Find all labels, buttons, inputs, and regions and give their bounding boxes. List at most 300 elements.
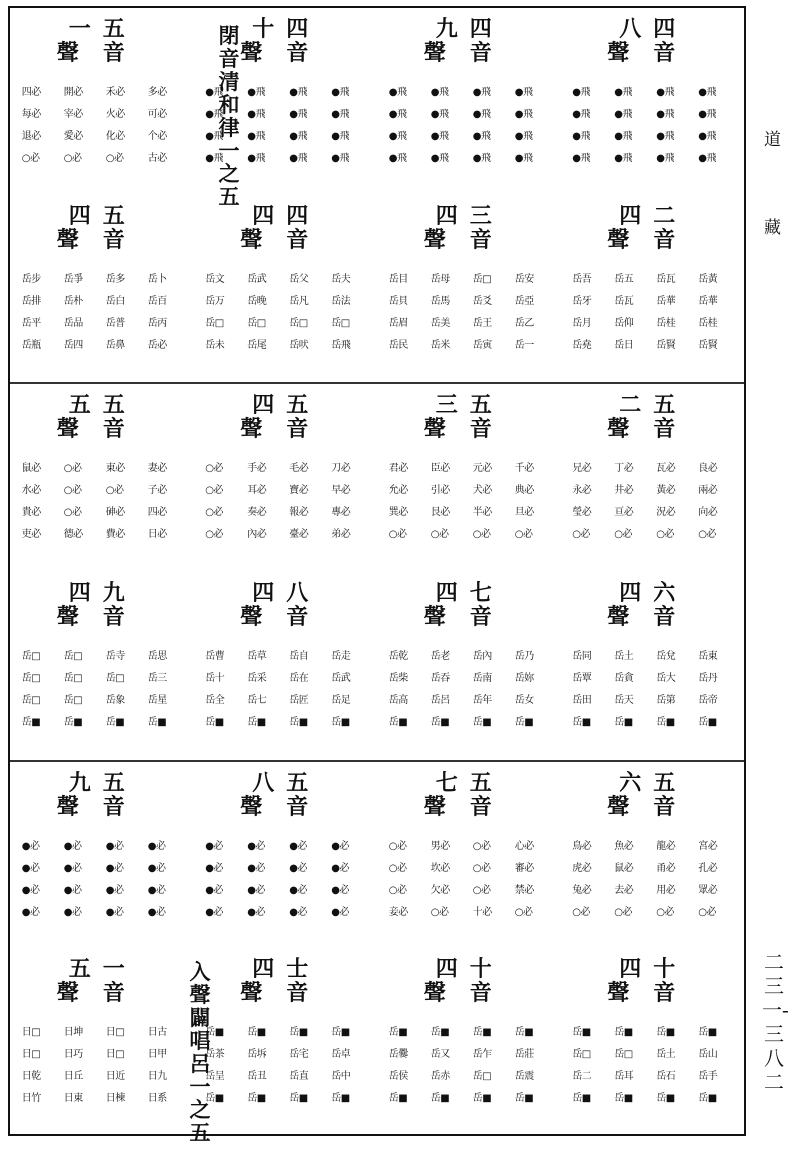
grid-entry: 岳■ (388, 717, 408, 728)
grid-entry: 禁必 (514, 885, 534, 896)
grid-entry: 岳田 (572, 695, 592, 706)
grid-entry: 岳石 (656, 1071, 676, 1082)
grid-entry: 丁必 (614, 463, 634, 474)
grid-entry: 早必 (331, 485, 351, 496)
table-cell (377, 195, 561, 382)
grid-entry: 岳凡 (289, 296, 309, 307)
grid-entry: 岳在 (289, 673, 309, 684)
grid-entry: 日九 (147, 1071, 167, 1082)
grid-entry: ○必 (698, 529, 716, 540)
grid-entry: ●飛 (205, 131, 223, 142)
table-cell (10, 195, 194, 382)
grid-entry: ●必 (289, 885, 307, 896)
heading-yin: 四 (469, 16, 492, 42)
grid-row (205, 480, 365, 502)
grid-row (572, 269, 732, 291)
grid-row (22, 458, 182, 480)
grid-entry: 多必 (147, 87, 167, 98)
cell-grid (389, 82, 549, 170)
grid-entry: 岳賢 (656, 340, 676, 351)
grid-entry: ○必 (572, 907, 590, 918)
grid-row (22, 524, 182, 546)
grid-entry: 岳母 (430, 274, 450, 285)
grid-row (389, 858, 549, 880)
band-3-top (10, 762, 744, 948)
cell-heading (424, 772, 514, 830)
grid-entry: ●飛 (514, 153, 533, 164)
grid-entry: 岳桂 (698, 318, 718, 329)
grid-entry: 岳大 (656, 673, 676, 684)
grid-row (205, 524, 365, 546)
grid-row (389, 291, 549, 313)
grid-entry: ●飛 (430, 87, 449, 98)
grid-entry: 岳■ (147, 717, 167, 728)
grid-entry: 岳寺 (105, 651, 125, 662)
heading-labels-yin: 音 (102, 604, 125, 630)
grid-entry: 岳■ (205, 1093, 224, 1104)
grid-row (572, 902, 732, 924)
heading-labels-sheng: 聲 (423, 980, 446, 1006)
grid-row (389, 712, 549, 734)
table-cell (194, 572, 378, 760)
grid-entry: ●必 (205, 885, 223, 896)
grid-entry: ○必 (388, 885, 407, 896)
grid-entry: 岳思 (147, 651, 167, 662)
grid-entry: 魚必 (614, 841, 634, 852)
grid-entry: 退必 (21, 131, 41, 142)
grid-entry: ○必 (63, 153, 82, 164)
heading-labels-yin: 音 (469, 980, 492, 1006)
grid-entry: ○必 (430, 529, 449, 540)
grid-entry: 岳□ (614, 1049, 633, 1060)
grid-entry: 岳覃 (572, 673, 592, 684)
grid-entry: 岳一 (514, 340, 534, 351)
grid-entry: 甬必 (656, 863, 676, 874)
grid-entry: 毛必 (289, 463, 309, 474)
grid-entry: 岳七 (247, 695, 267, 706)
cell-grid (22, 458, 182, 546)
heading-yin: 五 (102, 203, 125, 229)
grid-entry: 岳■ (430, 717, 450, 728)
cell-grid (389, 1022, 549, 1110)
cell-grid (22, 269, 182, 357)
grid-entry: 岳乾 (388, 651, 408, 662)
heading-num: 四 (619, 580, 642, 606)
grid-row (572, 480, 732, 502)
grid-entry: 岳乍 (472, 1049, 492, 1060)
grid-entry: 岳□ (21, 695, 41, 706)
cell-grid (389, 646, 549, 734)
grid-entry: ●飛 (388, 87, 407, 98)
grid-entry: 岳百 (147, 296, 167, 307)
grid-entry: 岳卜 (147, 274, 167, 285)
grid-entry: 岳同 (572, 651, 592, 662)
table-cell (561, 572, 745, 760)
grid-entry: 報必 (289, 507, 309, 518)
grid-entry: 岳■ (289, 1093, 308, 1104)
heading-yin: 十 (653, 956, 676, 982)
grid-row (22, 858, 182, 880)
grid-entry: ●飛 (205, 87, 223, 98)
grid-entry: ○必 (388, 863, 407, 874)
table-cell (561, 195, 745, 382)
grid-entry: 岳■ (430, 1027, 450, 1038)
page-frame (8, 6, 746, 1145)
cell-heading (607, 958, 697, 1016)
heading-yin: 五 (102, 16, 125, 42)
grid-entry: 禾必 (105, 87, 125, 98)
table-cell (377, 8, 561, 195)
grid-entry: 岳采 (247, 673, 267, 684)
grid-entry: 岳■ (247, 717, 266, 728)
heading-yin: 二 (653, 203, 676, 229)
grid-row (205, 313, 365, 335)
grid-row (22, 1066, 182, 1088)
heading-labels-yin: 音 (286, 604, 309, 630)
heading-num: 五 (68, 956, 91, 982)
grid-entry: ●飛 (331, 87, 349, 98)
grid-entry: 岳□ (21, 673, 41, 684)
grid-entry: ●必 (331, 885, 349, 896)
heading-labels-yin: 音 (653, 980, 676, 1006)
grid-entry: 岳武 (247, 274, 267, 285)
grid-row (572, 502, 732, 524)
grid-entry: 岳年 (472, 695, 492, 706)
cell-heading (607, 18, 697, 76)
heading-labels-sheng: 聲 (240, 980, 263, 1006)
grid-entry: ●飛 (472, 109, 491, 120)
grid-entry: 貴必 (21, 507, 41, 518)
cell-heading (57, 205, 147, 263)
heading-num: 七 (435, 770, 458, 796)
grid-entry: ●必 (21, 885, 40, 896)
grid-entry: 日竹 (21, 1093, 41, 1104)
grid-entry: ●飛 (430, 131, 449, 142)
grid-entry: ●飛 (614, 131, 632, 142)
grid-entry: ●飛 (656, 109, 674, 120)
grid-row (389, 690, 549, 712)
grid-row (572, 82, 732, 104)
heading-labels-sheng: 聲 (240, 40, 263, 66)
grid-row (22, 1044, 182, 1066)
grid-row (572, 646, 732, 668)
cell-grid (205, 458, 365, 546)
grid-entry: 奏必 (247, 507, 267, 518)
grid-row (572, 458, 732, 480)
grid-entry: 岳妳 (514, 673, 534, 684)
grid-row (389, 1066, 549, 1088)
grid-entry: 岳■ (472, 1093, 492, 1104)
grid-row (22, 335, 182, 357)
grid-entry: 子必 (147, 485, 167, 496)
grid-row (389, 104, 549, 126)
grid-entry: 岳未 (205, 340, 225, 351)
grid-entry: ○必 (514, 529, 533, 540)
grid-row (572, 1022, 732, 1044)
grid-entry: 寶必 (289, 485, 309, 496)
grid-entry: 永必 (572, 485, 592, 496)
grid-entry: ○必 (105, 485, 124, 496)
grid-entry: 岳卓 (331, 1049, 351, 1060)
grid-entry: 岳■ (572, 1027, 591, 1038)
grid-row (22, 502, 182, 524)
grid-row (22, 646, 182, 668)
grid-entry: 岳柴 (388, 673, 408, 684)
grid-entry: 岳丑 (247, 1071, 267, 1082)
band-1 (10, 8, 744, 382)
grid-entry: 岳亞 (514, 296, 534, 307)
grid-entry: 岳土 (614, 651, 634, 662)
grid-entry: ○必 (63, 507, 82, 518)
grid-row (205, 1022, 365, 1044)
grid-entry: 岳普 (105, 318, 125, 329)
grid-entry: 岳足 (331, 695, 351, 706)
grid-entry: 引必 (430, 485, 450, 496)
heading-yin: 三 (469, 203, 492, 229)
heading-yin: 五 (653, 392, 676, 418)
grid-entry: ●必 (289, 907, 307, 918)
grid-entry: ●飛 (614, 153, 632, 164)
grid-entry: ●必 (63, 907, 82, 918)
grid-row (205, 712, 365, 734)
grid-entry: 岳仰 (614, 318, 634, 329)
grid-entry: 岳華 (698, 296, 718, 307)
cell-grid (389, 269, 549, 357)
grid-entry: 鼠必 (614, 863, 634, 874)
heading-yin: 九 (102, 580, 125, 606)
grid-entry: ●必 (331, 841, 349, 852)
grid-entry: 岳■ (388, 1027, 408, 1038)
heading-labels-yin: 音 (469, 604, 492, 630)
heading-yin: 五 (286, 392, 309, 418)
grid-entry: ●必 (105, 885, 124, 896)
cell-grid (572, 646, 732, 734)
grid-entry: 虎必 (572, 863, 592, 874)
grid-row (572, 104, 732, 126)
grid-entry: 開必 (63, 87, 83, 98)
cell-grid (389, 458, 549, 546)
grid-entry: 岳■ (247, 1027, 266, 1038)
grid-entry: ●飛 (388, 131, 407, 142)
heading-yin: 一 (102, 956, 125, 982)
heading-num: 九 (68, 770, 91, 796)
grid-row (572, 836, 732, 858)
cell-heading (240, 205, 330, 263)
grid-entry: 岳■ (572, 1093, 591, 1104)
grid-entry: 岳晚 (247, 296, 267, 307)
grid-entry: 岳■ (388, 1093, 408, 1104)
heading-labels-sheng: 聲 (607, 794, 630, 820)
grid-entry: ○必 (105, 153, 124, 164)
grid-row (205, 858, 365, 880)
heading-labels-yin: 音 (102, 980, 125, 1006)
grid-entry: 東必 (105, 463, 125, 474)
grid-entry: ○必 (614, 529, 632, 540)
grid-row (22, 668, 182, 690)
grid-entry: ●必 (331, 863, 349, 874)
heading-num: 二 (619, 392, 642, 418)
cell-heading (424, 18, 514, 76)
grid-entry: ●飛 (430, 109, 449, 120)
grid-entry: 个必 (147, 131, 167, 142)
heading-labels-sheng: 聲 (607, 40, 630, 66)
grid-entry: 手必 (247, 463, 267, 474)
grid-entry: 十必 (472, 907, 492, 918)
grid-row (572, 1088, 732, 1110)
grid-row (389, 1088, 549, 1110)
grid-entry: 岳■ (656, 1093, 675, 1104)
grid-entry: 欠必 (430, 885, 450, 896)
grid-entry: 日□ (105, 1027, 125, 1038)
grid-row (205, 880, 365, 902)
grid-entry: 德必 (63, 529, 83, 540)
page-number: 二三一-三八二 (762, 950, 789, 1094)
heading-labels-sheng: 聲 (240, 794, 263, 820)
side-label: 道藏 (764, 130, 781, 238)
grid-entry: 岳■ (205, 1027, 224, 1038)
heading-labels-sheng: 聲 (56, 980, 79, 1006)
heading-labels-sheng: 聲 (56, 604, 79, 630)
grid-row (389, 335, 549, 357)
grid-row (205, 1066, 365, 1088)
grid-entry: 岳白 (105, 296, 125, 307)
heading-num: 九 (435, 16, 458, 42)
grid-entry: ○必 (63, 463, 82, 474)
table-cell (561, 948, 745, 1134)
grid-entry: ○必 (205, 485, 223, 496)
grid-entry: 岳尾 (247, 340, 267, 351)
grid-entry: 日近 (105, 1071, 125, 1082)
heading-num: 四 (252, 203, 275, 229)
grid-entry: 岳法 (331, 296, 351, 307)
grid-entry: 岳瓦 (656, 274, 676, 285)
grid-entry: 岳■ (331, 1093, 350, 1104)
table-cell (10, 948, 194, 1134)
grid-row (389, 1022, 549, 1044)
grid-entry: 龍必 (656, 841, 676, 852)
heading-num: 四 (619, 203, 642, 229)
grid-entry: 古必 (147, 153, 167, 164)
grid-entry: 水必 (21, 485, 41, 496)
grid-row (22, 1022, 182, 1044)
grid-entry: ●飛 (388, 153, 407, 164)
grid-entry: 岳爻 (472, 296, 492, 307)
grid-entry: 岳坼 (247, 1049, 267, 1060)
grid-row (22, 82, 182, 104)
grid-entry: ○必 (472, 885, 491, 896)
grid-entry: 岳□ (472, 274, 492, 285)
heading-yin: 四 (653, 16, 676, 42)
grid-row (22, 148, 182, 170)
grid-entry: 岳■ (105, 717, 125, 728)
cell-grid (205, 269, 365, 357)
grid-row (205, 646, 365, 668)
cell-heading (240, 394, 330, 452)
grid-row (22, 291, 182, 313)
grid-row (389, 480, 549, 502)
heading-num: 四 (435, 956, 458, 982)
grid-entry: 岳兌 (656, 651, 676, 662)
grid-entry: 岳宅 (289, 1049, 309, 1060)
heading-labels-yin: 音 (102, 416, 125, 442)
grid-entry: ●必 (105, 907, 124, 918)
grid-row (389, 148, 549, 170)
cell-heading (240, 772, 330, 830)
grid-entry: 況必 (656, 507, 676, 518)
grid-entry: 用必 (656, 885, 676, 896)
grid-entry: ●飛 (289, 109, 307, 120)
grid-entry: ●飛 (331, 131, 349, 142)
grid-row (572, 335, 732, 357)
heading-yin: 五 (102, 770, 125, 796)
grid-entry: 岳赤 (430, 1071, 450, 1082)
grid-entry: ●必 (289, 863, 307, 874)
grid-entry: 岳桂 (656, 318, 676, 329)
table-cell (377, 384, 561, 572)
cell-heading (607, 772, 697, 830)
grid-row (389, 502, 549, 524)
grid-entry: 岳手 (698, 1071, 718, 1082)
heading-yin: 六 (653, 580, 676, 606)
grid-entry: 岳文 (205, 274, 225, 285)
grid-entry: 岳黃 (698, 274, 718, 285)
grid-entry: ●飛 (289, 87, 307, 98)
grid-entry: 岳□ (331, 318, 350, 329)
heading-labels-sheng: 聲 (56, 794, 79, 820)
grid-row (389, 313, 549, 335)
heading-labels-sheng: 聲 (56, 40, 79, 66)
grid-entry: ○必 (514, 907, 533, 918)
grid-entry: 岳美 (430, 318, 450, 329)
grid-entry: 岳多 (105, 274, 125, 285)
grid-entry: ○必 (430, 907, 449, 918)
grid-entry: 妾必 (388, 907, 408, 918)
grid-entry: 黃必 (656, 485, 676, 496)
heading-labels-yin: 音 (653, 227, 676, 253)
grid-entry: ●飛 (514, 131, 533, 142)
grid-entry: 岳安 (514, 274, 534, 285)
grid-row (572, 313, 732, 335)
heading-labels-sheng: 聲 (607, 604, 630, 630)
grid-entry: 眾必 (698, 885, 718, 896)
cell-heading (607, 205, 697, 263)
cell-grid (205, 836, 365, 924)
heading-yin: 五 (286, 770, 309, 796)
grid-entry: 岳□ (205, 318, 224, 329)
heading-num: 四 (252, 580, 275, 606)
heading-num: 六 (619, 770, 642, 796)
grid-entry: 岳□ (21, 651, 41, 662)
grid-entry: 元必 (472, 463, 492, 474)
grid-entry: 宮必 (698, 841, 718, 852)
grid-entry: ○必 (572, 529, 590, 540)
grid-row (205, 1088, 365, 1110)
grid-row (22, 836, 182, 858)
grid-entry: 可必 (147, 109, 167, 120)
grid-row (22, 880, 182, 902)
grid-entry: 弟必 (331, 529, 351, 540)
cell-grid (22, 1022, 182, 1110)
grid-row (389, 1044, 549, 1066)
heading-num: 四 (435, 203, 458, 229)
grid-entry: 岳自 (289, 651, 309, 662)
grid-entry: 岳四 (63, 340, 83, 351)
table-cell (194, 384, 378, 572)
grid-entry: 男必 (430, 841, 450, 852)
grid-row (572, 690, 732, 712)
grid-row (22, 690, 182, 712)
grid-entry: ○必 (205, 507, 223, 518)
